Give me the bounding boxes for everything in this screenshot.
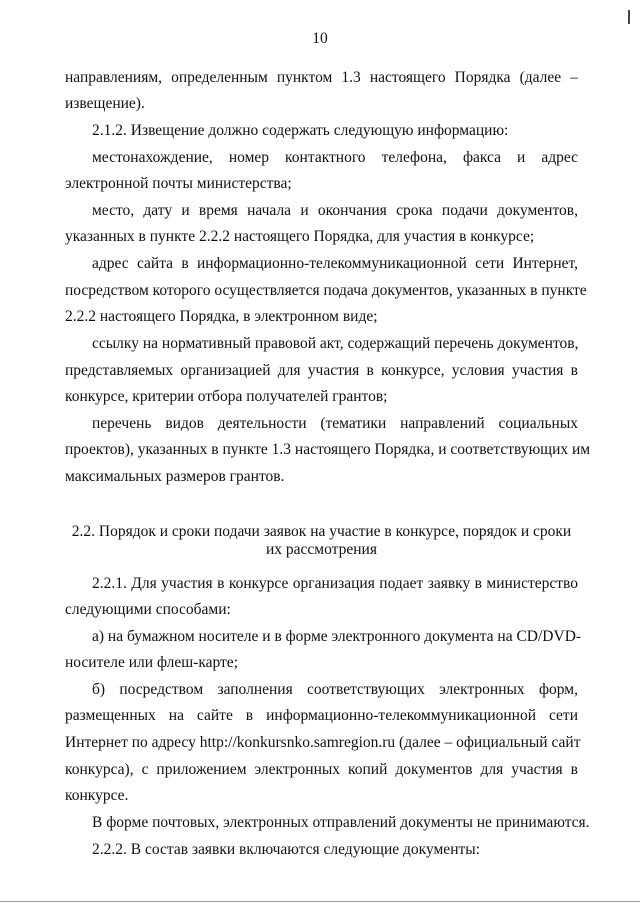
text-line: конкурса), с приложением электронных копий документов для участия в bbox=[65, 761, 578, 778]
text-line: место, дату и время начала и окончания срока подачи документов, bbox=[92, 202, 578, 219]
text-line: максимальных размеров грантов. bbox=[65, 468, 285, 485]
text-line: указанных в пункте 2.2.2 настоящего Порядка, для участия в конкурсе; bbox=[65, 228, 535, 245]
text-line: 2.2.1. Для участия в конкурсе организация подает заявку в министерство bbox=[92, 575, 578, 592]
section-heading: их рассмотрения bbox=[266, 541, 377, 558]
text-line: конкурсе. bbox=[65, 787, 129, 804]
scan-artifact bbox=[0, 901, 640, 902]
text-line: а) на бумажном носителе и в форме электронного документа на CD/DVD- bbox=[92, 628, 582, 645]
section-heading: 2.2. Порядок и сроки подачи заявок на участие в конкурсе, порядок и сроки bbox=[71, 523, 572, 540]
text-line: местонахождение, номер контактного телефона, факса и адрес bbox=[92, 149, 578, 166]
text-line: 2.1.2. Извещение должно содержать следующую информацию: bbox=[92, 122, 509, 139]
text-line: размещенных на сайте в информационно-телекоммуникационной сети bbox=[65, 707, 578, 724]
page-number: 10 bbox=[312, 30, 328, 47]
text-line: электронной почты министерства; bbox=[65, 175, 292, 192]
text-line: 2.2.2. В состав заявки включаются следующие документы: bbox=[92, 841, 480, 858]
scan-artifact bbox=[628, 10, 630, 24]
text-line: Интернет по адресу http://konkursnko.samregion.ru (далее – официальный сайт bbox=[65, 734, 581, 751]
text-line: представляемых организацией для участия в конкурсе, условия участия в bbox=[65, 362, 578, 379]
text-line: посредством которого осуществляется подача документов, указанных в пункте bbox=[65, 282, 587, 299]
text-line: адрес сайта в информационно-телекоммуникационной сети Интернет, bbox=[92, 255, 578, 272]
text-line: б) посредством заполнения соответствующих электронных форм, bbox=[92, 681, 578, 698]
text-line: 2.2.2 настоящего Порядка, в электронном виде; bbox=[65, 308, 378, 325]
text-line: проектов), указанных в пункте 1.3 настоящего Порядка, и соответствующих им bbox=[65, 441, 591, 458]
text-line: носителе или флеш-карте; bbox=[65, 654, 238, 671]
text-line: перечень видов деятельности (тематики направлений социальных bbox=[92, 415, 578, 432]
text-line: направлениям, определенным пунктом 1.3 настоящего Порядка (далее – bbox=[65, 69, 578, 86]
text-line: следующими способами: bbox=[65, 601, 231, 618]
text-line: ссылку на нормативный правовой акт, содержащий перечень документов, bbox=[92, 335, 579, 352]
text-line: извещение). bbox=[65, 95, 145, 112]
text-line: В форме почтовых, электронных отправлений документы не принимаются. bbox=[92, 814, 590, 831]
text-line: конкурсе, критерии отбора получателей грантов; bbox=[65, 388, 388, 405]
